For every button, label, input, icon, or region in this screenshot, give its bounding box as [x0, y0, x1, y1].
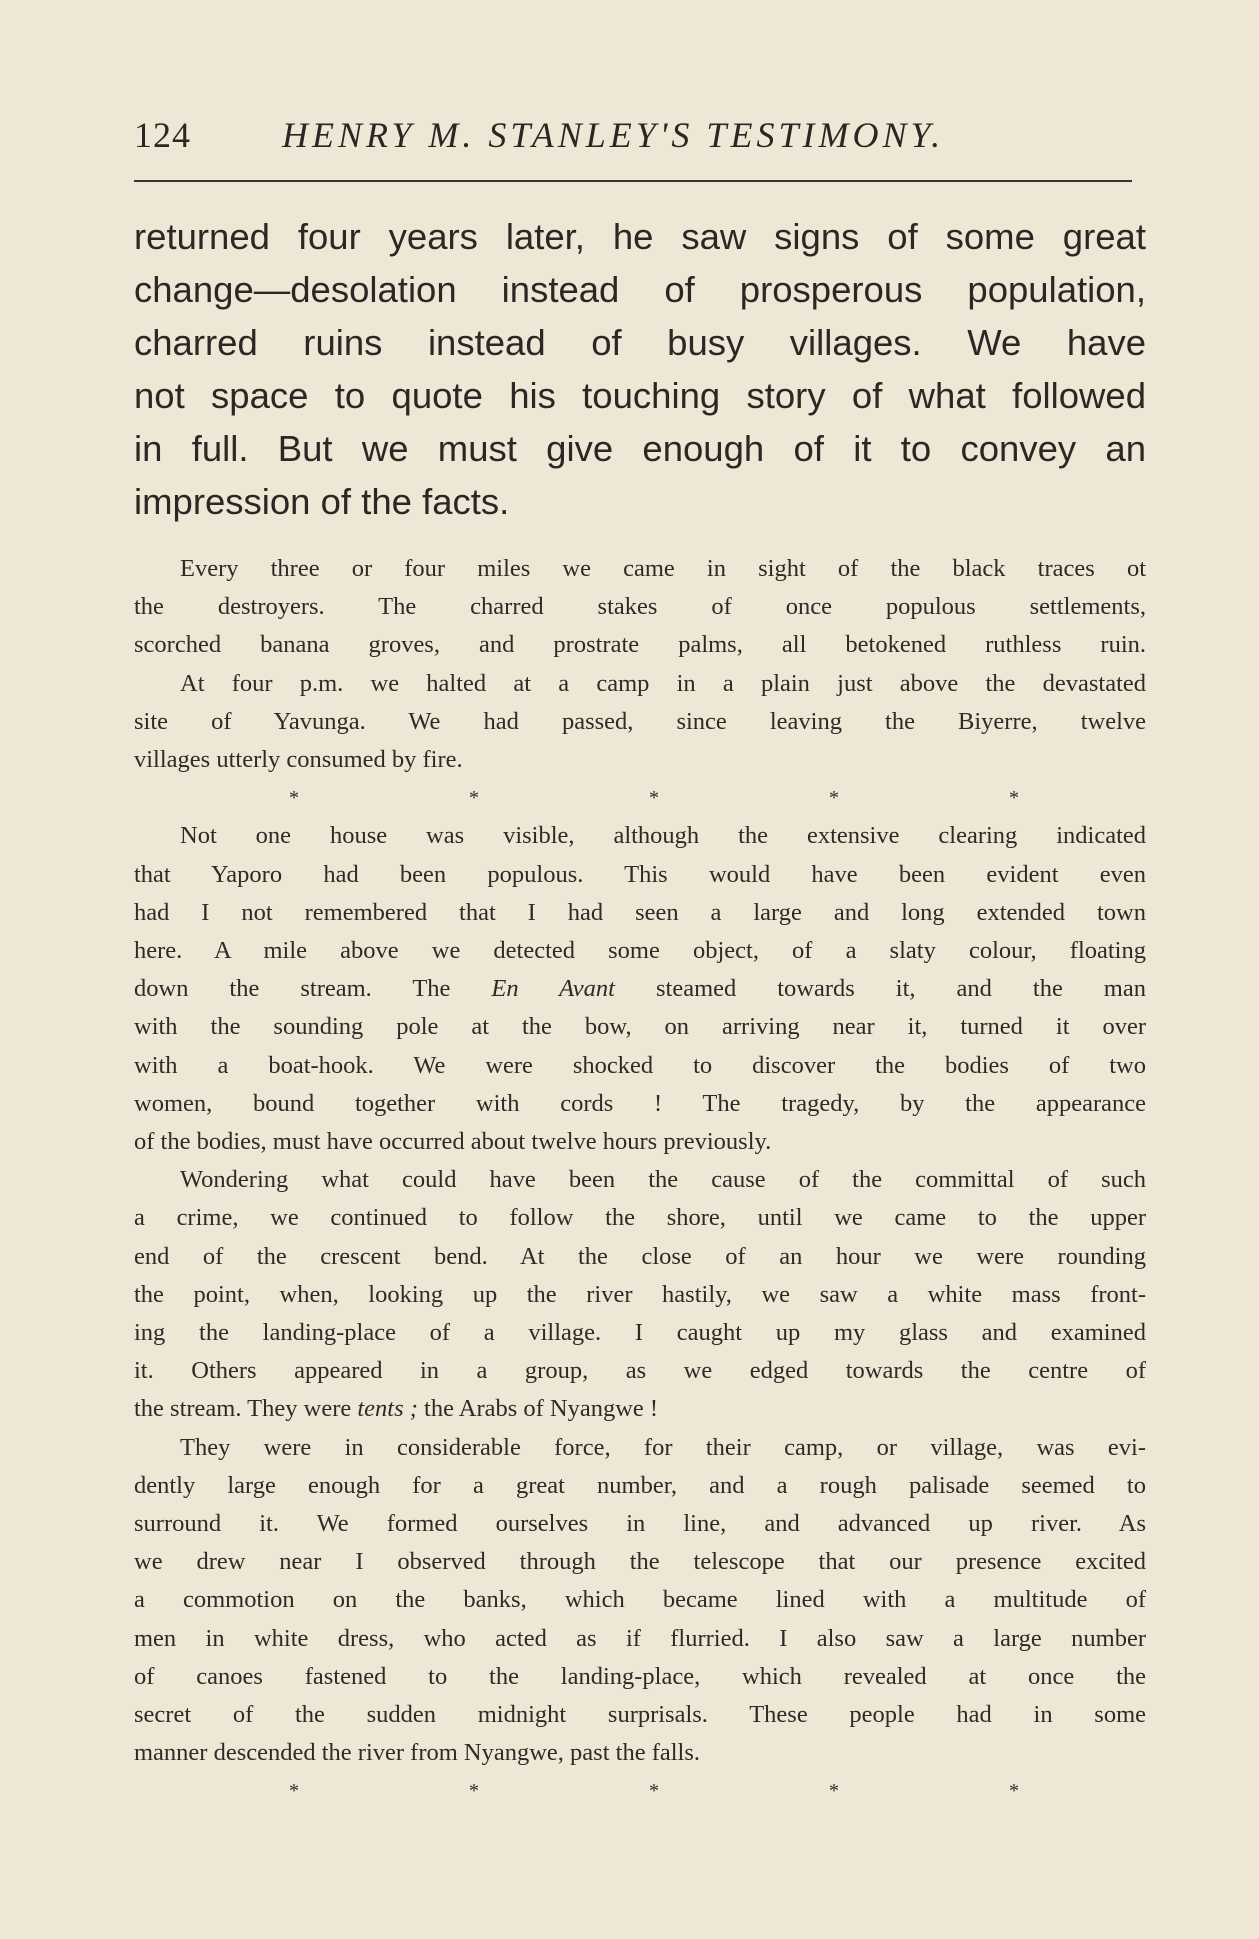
ship-name: En Avant [491, 975, 615, 1003]
section-separator [284, 779, 1024, 817]
text-run: steamed towards it, and the man [614, 975, 1146, 1003]
separator-asterisk: * [649, 1780, 659, 1803]
separator-asterisk: * [469, 787, 479, 810]
quote-line: villages utterly consumed by fire. [134, 746, 463, 774]
quote-line: At four p.m. we halted at a camp in a plain just above the devastated [180, 669, 1146, 697]
quoted-extract [134, 550, 1146, 1811]
quote-line: a crime, we continued to follow the shore, until we came to the upper [134, 1204, 1146, 1232]
running-head [134, 114, 1134, 164]
running-title: HENRY M. STANLEY'S TESTIMONY. [282, 115, 945, 155]
quote-line: end of the crescent bend. At the close of an hour we were rounding [134, 1242, 1146, 1270]
text-run: down the stream. The [134, 975, 492, 1003]
quote-line: a commotion on the banks, which became lined with a multitude of [134, 1586, 1146, 1614]
quote-line [134, 970, 1146, 1008]
intro-paragraph [134, 210, 1146, 528]
intro-line: charred ruins instead of busy villages. We have [134, 322, 1146, 363]
quote-line: of the bodies, must have occurred about twelve hours previously. [134, 1128, 772, 1156]
quote-line: dently large enough for a great number, and a rough palisade seemed to [134, 1471, 1146, 1499]
intro-line: change—desolation instead of prosperous population, [134, 269, 1146, 310]
separator-asterisk: * [1009, 787, 1019, 810]
quote-line: of canoes fastened to the landing-place, which revealed at once the [134, 1662, 1146, 1690]
quote-line: Every three or four miles we came in sight of the black traces ot [180, 555, 1146, 582]
quote-line: Wondering what could have been the cause of the committal of such [180, 1166, 1146, 1194]
text-run: the Arabs of Nyangwe ! [417, 1395, 659, 1423]
intro-line: in full. But we must give enough of it to convey an [134, 428, 1146, 469]
quote-line: They were in considerable force, for their camp, or village, was evi- [180, 1433, 1146, 1461]
page-number: 124 [134, 115, 191, 155]
quote-line: site of Yavunga. We had passed, since leaving the Biyerre, twelve [134, 707, 1146, 735]
header-rule [134, 180, 1132, 182]
quote-line: men in white dress, who acted as if flurried. I also saw a large number [134, 1624, 1146, 1652]
separator-asterisk: * [1009, 1780, 1019, 1803]
quote-line: with a boat-hook. We were shocked to discover the bodies of two [134, 1051, 1146, 1079]
quote-line: scorched banana groves, and prostrate palms, all betokened ruthless ruin. [134, 631, 1146, 659]
quote-line: had I not remembered that I had seen a large and long extended town [134, 898, 1146, 926]
quote-line: manner descended the river from Nyangwe, past the falls. [134, 1739, 701, 1767]
quote-line: surround it. We formed ourselves in line, and advanced up river. As [134, 1510, 1146, 1538]
quote-line: we drew near I observed through the telescope that our presence excited [134, 1548, 1146, 1576]
quote-line: the destroyers. The charred stakes of once populous settlements, [134, 593, 1146, 621]
separator-asterisk: * [829, 1780, 839, 1803]
text-run: the stream. They were [134, 1395, 358, 1423]
quote-line: secret of the sudden midnight surprisals. These people had in some [134, 1701, 1146, 1729]
quote-line: ing the landing-place of a village. I caught up my glass and examined [134, 1319, 1146, 1347]
quote-line [134, 1390, 1146, 1428]
separator-asterisk: * [289, 787, 299, 810]
quote-line: women, bound together with cords ! The tragedy, by the appearance [134, 1089, 1146, 1117]
intro-line: impression of the facts. [134, 481, 510, 522]
separator-asterisk: * [289, 1780, 299, 1803]
separator-asterisk: * [829, 787, 839, 810]
emphasis: tents ; [357, 1395, 418, 1423]
separator-asterisk: * [649, 787, 659, 810]
section-separator [284, 1772, 1024, 1810]
quote-line: the point, when, looking up the river hastily, we saw a white mass front- [134, 1280, 1146, 1308]
quote-line: with the sounding pole at the bow, on arriving near it, turned it over [134, 1013, 1146, 1041]
quote-line: Not one house was visible, although the extensive clearing indicated [180, 822, 1146, 850]
quote-line: here. A mile above we detected some object, of a slaty colour, floating [134, 937, 1146, 965]
quote-line: it. Others appeared in a group, as we edged towards the centre of [134, 1357, 1146, 1385]
intro-line: not space to quote his touching story of what followed [134, 375, 1146, 416]
separator-asterisk: * [469, 1780, 479, 1803]
quote-line: that Yaporo had been populous. This would have been evident even [134, 860, 1146, 888]
intro-line: returned four years later, he saw signs of some great [134, 216, 1146, 257]
